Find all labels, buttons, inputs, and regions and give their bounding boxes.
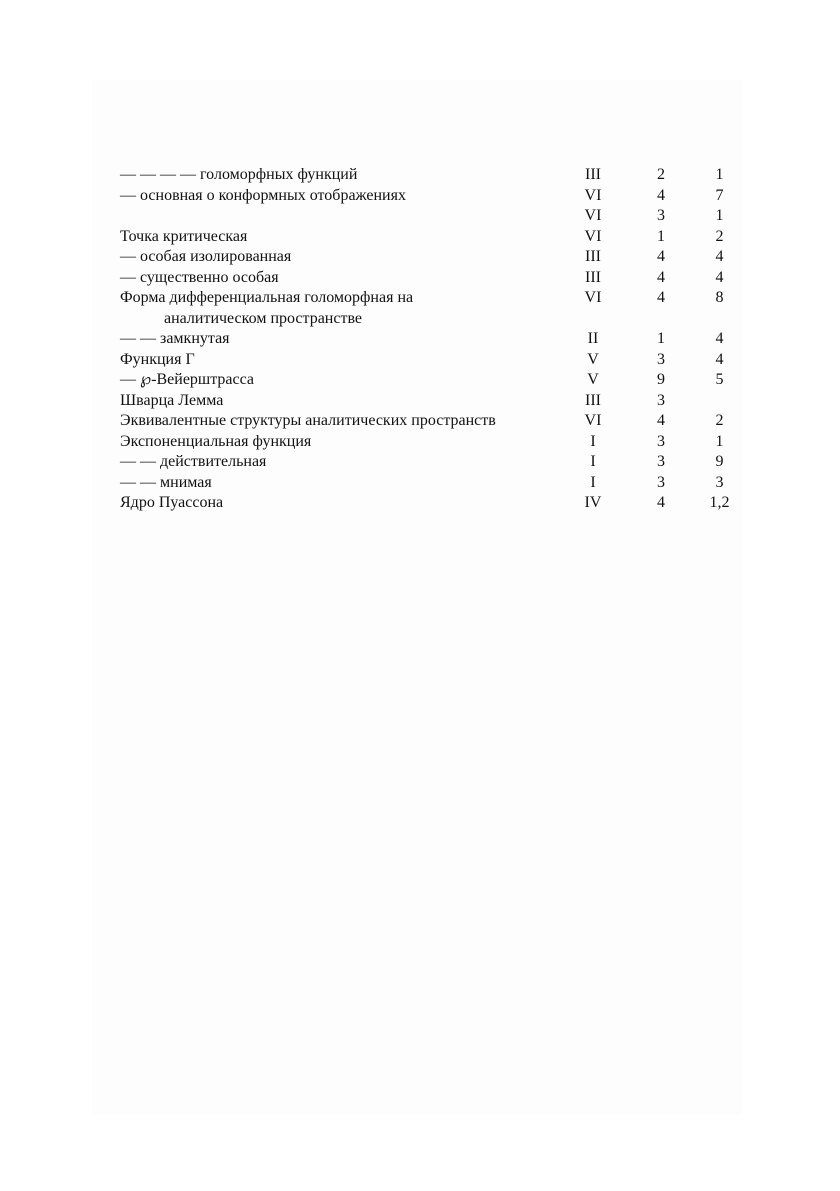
- index-chapter: 4: [657, 412, 665, 429]
- index-term-continuation: аналитическом пространстве: [164, 309, 363, 327]
- subject-index-table: [120, 165, 740, 514]
- index-chapter: 4: [657, 494, 665, 511]
- index-row: [120, 432, 740, 453]
- index-term: — ℘-Вейерштрасса: [120, 371, 255, 388]
- index-term: — — — — голоморфных функций: [120, 166, 358, 183]
- index-section: [699, 391, 740, 412]
- index-section: 7: [715, 186, 724, 204]
- index-term: Ядро Пуассона: [120, 494, 224, 511]
- index-term: — существенно особая: [120, 268, 279, 286]
- index-chapter: 1: [657, 330, 665, 347]
- index-volume: VI: [584, 207, 602, 224]
- index-volume: IV: [584, 494, 602, 511]
- index-section: 1: [715, 432, 724, 450]
- index-chapter: 3: [657, 432, 665, 450]
- index-chapter: 3: [657, 453, 665, 470]
- index-section: 9: [715, 453, 724, 470]
- index-row: [120, 370, 740, 391]
- index-volume: I: [590, 473, 596, 491]
- index-term: Эквивалентные структуры аналитических пространств: [120, 412, 496, 429]
- index-volume: V: [587, 350, 599, 368]
- index-term: — — замкнутая: [120, 330, 230, 347]
- index-volume: VI: [584, 227, 602, 245]
- index-chapter: 2: [657, 166, 665, 183]
- index-term: — — действительная: [120, 453, 267, 470]
- index-row: [120, 411, 740, 432]
- index-section: 4: [715, 330, 724, 347]
- index-row: [120, 329, 740, 350]
- index-volume: II: [587, 330, 599, 347]
- index-row: [120, 288, 740, 329]
- index-section: 3: [715, 473, 724, 491]
- index-term: Функция Г: [120, 350, 195, 368]
- index-chapter: 4: [657, 248, 665, 265]
- index-section: 1: [715, 207, 724, 224]
- index-row: [120, 206, 740, 227]
- index-row: [120, 493, 740, 514]
- index-chapter: 3: [657, 350, 665, 368]
- index-term: Шварца Лемма: [120, 391, 224, 409]
- index-term: — — мнимая: [120, 473, 212, 491]
- index-row: [120, 268, 740, 289]
- index-volume: V: [587, 371, 599, 388]
- index-term: [120, 206, 563, 227]
- index-chapter: 3: [657, 391, 665, 409]
- index-term: [120, 288, 563, 329]
- index-volume: III: [585, 248, 601, 265]
- index-row: [120, 186, 740, 207]
- index-volume: VI: [584, 289, 602, 306]
- index-chapter: 9: [657, 371, 665, 388]
- index-section: 4: [715, 248, 724, 265]
- index-section: 4: [715, 350, 724, 368]
- index-volume: I: [590, 432, 596, 450]
- index-volume: VI: [584, 412, 602, 429]
- index-chapter: 3: [657, 473, 665, 491]
- index-section: 2: [715, 227, 724, 245]
- index-row: [120, 391, 740, 412]
- index-term: Точка критическая: [120, 227, 248, 245]
- index-chapter: 1: [657, 227, 665, 245]
- index-term: — особая изолированная: [120, 248, 292, 265]
- index-term: Экспоненциальная функция: [120, 432, 312, 450]
- index-section: 1: [715, 166, 724, 183]
- index-chapter: 4: [657, 289, 665, 306]
- index-chapter: 3: [657, 207, 665, 224]
- index-row: [120, 227, 740, 248]
- index-section: 2: [715, 412, 724, 429]
- index-term: — основная о конформных отображениях: [120, 186, 406, 204]
- index-volume: III: [585, 391, 601, 409]
- index-section: 8: [715, 289, 724, 306]
- index-row: [120, 165, 740, 186]
- index-row: [120, 452, 740, 473]
- index-chapter: 4: [657, 268, 665, 286]
- index-row: [120, 247, 740, 268]
- index-volume: VI: [584, 186, 602, 204]
- index-section: 4: [715, 268, 724, 286]
- index-term-line: Форма дифференциальная голоморфная на: [120, 289, 414, 306]
- index-volume: III: [585, 166, 601, 183]
- index-volume: III: [585, 268, 601, 286]
- index-section: 1,2: [709, 494, 730, 511]
- index-row: [120, 350, 740, 371]
- index-volume: I: [590, 453, 596, 470]
- index-section: 5: [715, 371, 724, 388]
- index-chapter: 4: [657, 186, 665, 204]
- index-row: [120, 473, 740, 494]
